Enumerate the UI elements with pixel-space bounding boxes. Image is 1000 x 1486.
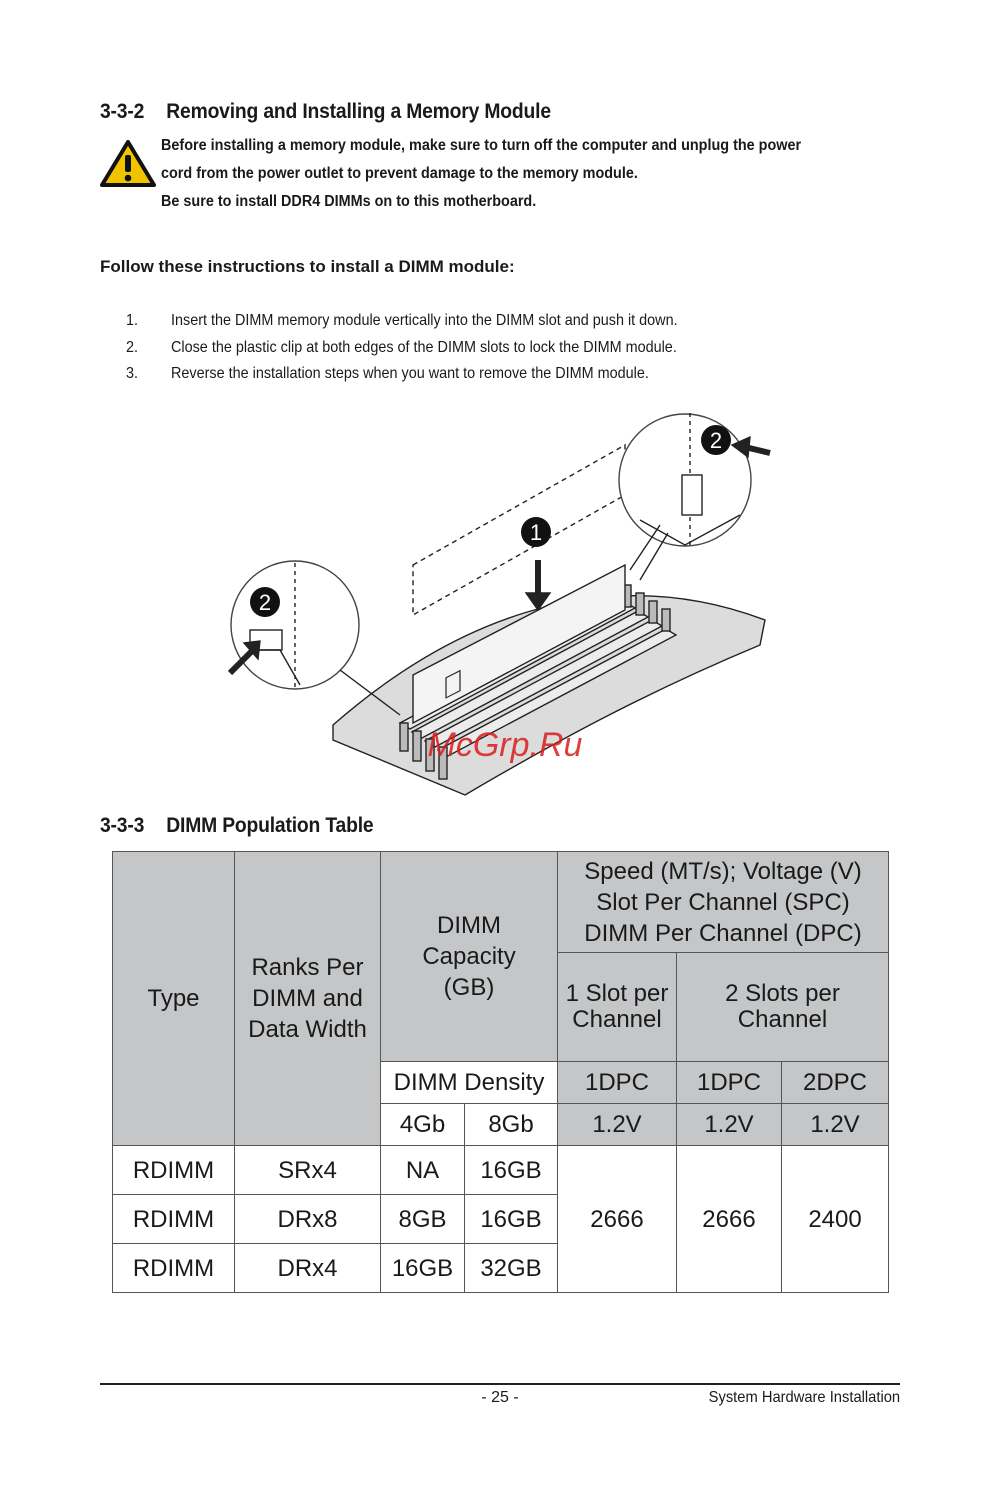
- cell-speed-1spc: 2666: [558, 1146, 677, 1293]
- header-speed-line: Speed (MT/s); Voltage (V): [584, 857, 862, 885]
- callout-2-left: 2: [258, 590, 272, 615]
- cell-ranks: DRx4: [235, 1244, 381, 1293]
- header-2spc-line: Channel: [737, 1006, 828, 1033]
- header-type: Type: [113, 852, 235, 1146]
- header-1spc-line: 1 Slot per: [565, 980, 669, 1007]
- header-capacity-line: Capacity: [422, 943, 516, 970]
- cell-cap-4gb: 8GB: [381, 1195, 465, 1244]
- step-text: Close the plastic clip at both edges of the DIMM slots to lock the DIMM module.: [171, 339, 677, 356]
- section-number: 3-3-3: [100, 814, 145, 837]
- header-dpc: 1DPC: [677, 1062, 782, 1104]
- header-1spc-line: Channel: [572, 1006, 662, 1033]
- step-number: 2.: [126, 339, 139, 356]
- instructions-heading: Follow these instructions to install a DIMM module:: [100, 257, 515, 276]
- header-ranks-line: Ranks Per: [251, 954, 364, 981]
- step-item: [126, 312, 678, 330]
- header-voltage: 1.2V: [558, 1104, 677, 1146]
- cell-type: RDIMM: [113, 1195, 235, 1244]
- callout-1: 1: [529, 520, 543, 545]
- header-capacity-line: DIMM: [437, 912, 501, 939]
- step-number: 3.: [126, 365, 139, 382]
- step-number: 1.: [126, 312, 139, 329]
- warning-line-2: cord from the power outlet to prevent damage to the memory module.: [161, 165, 638, 182]
- header-speed-line: DIMM Per Channel (DPC): [584, 919, 862, 947]
- header-speed-line: Slot Per Channel (SPC): [596, 888, 850, 916]
- header-capacity-line: (GB): [443, 974, 495, 1001]
- callout-2-right: 2: [709, 428, 723, 453]
- cell-cap-4gb: 16GB: [381, 1244, 465, 1293]
- header-4gb: 4Gb: [381, 1104, 465, 1146]
- cell-ranks: DRx8: [235, 1195, 381, 1244]
- cell-type: RDIMM: [113, 1244, 235, 1293]
- warning-icon: [99, 139, 157, 189]
- cell-cap-8gb: 16GB: [465, 1146, 558, 1195]
- page-number: - 25 -: [481, 1389, 519, 1406]
- header-voltage: 1.2V: [782, 1104, 889, 1146]
- section-title-text: Removing and Installing a Memory Module: [166, 100, 551, 123]
- footer-divider: [100, 1383, 900, 1385]
- cell-cap-8gb: 16GB: [465, 1195, 558, 1244]
- step-text: Reverse the installation steps when you want to remove the DIMM module.: [171, 365, 649, 382]
- cell-cap-8gb: 32GB: [465, 1244, 558, 1293]
- table-row: [113, 1146, 889, 1195]
- header-8gb: 8Gb: [465, 1104, 558, 1146]
- dimm-installation-illustration: [220, 405, 790, 810]
- header-ranks-line: DIMM and: [252, 985, 363, 1012]
- header-dpc: 1DPC: [558, 1062, 677, 1104]
- warning-line-1: Before installing a memory module, make sure to turn off the computer and unplug the power: [161, 137, 802, 154]
- step-text: Insert the DIMM memory module vertically into the DIMM slot and push it down.: [171, 312, 678, 329]
- header-1spc: [558, 953, 677, 1062]
- warning-line-3: Be sure to install DDR4 DIMMs on to this motherboard.: [161, 193, 537, 210]
- section-title-3-3-2: [100, 100, 551, 124]
- footer-section-title: System Hardware Installation: [708, 1389, 900, 1406]
- header-ranks-line: Data Width: [248, 1016, 367, 1043]
- header-dpc: 2DPC: [782, 1062, 889, 1104]
- header-ranks: [235, 852, 381, 1146]
- section-title-text: DIMM Population Table: [166, 814, 374, 837]
- header-voltage: 1.2V: [677, 1104, 782, 1146]
- section-number: 3-3-2: [100, 100, 145, 123]
- cell-speed-2spc-1dpc: 2666: [677, 1146, 782, 1293]
- section-title-3-3-3: [100, 814, 373, 838]
- step-item: [126, 339, 677, 357]
- watermark: McGrp.Ru: [427, 726, 583, 764]
- header-capacity: [381, 852, 558, 1062]
- header-speed: [558, 852, 889, 953]
- header-2spc: [677, 953, 889, 1062]
- cell-type: RDIMM: [113, 1146, 235, 1195]
- cell-cap-4gb: NA: [381, 1146, 465, 1195]
- cell-ranks: SRx4: [235, 1146, 381, 1195]
- cell-speed-2spc-2dpc: 2400: [782, 1146, 889, 1293]
- header-2spc-line: 2 Slots per: [725, 980, 840, 1007]
- step-item: [126, 365, 649, 383]
- dimm-population-table: [112, 851, 889, 1293]
- header-density: DIMM Density: [381, 1062, 558, 1104]
